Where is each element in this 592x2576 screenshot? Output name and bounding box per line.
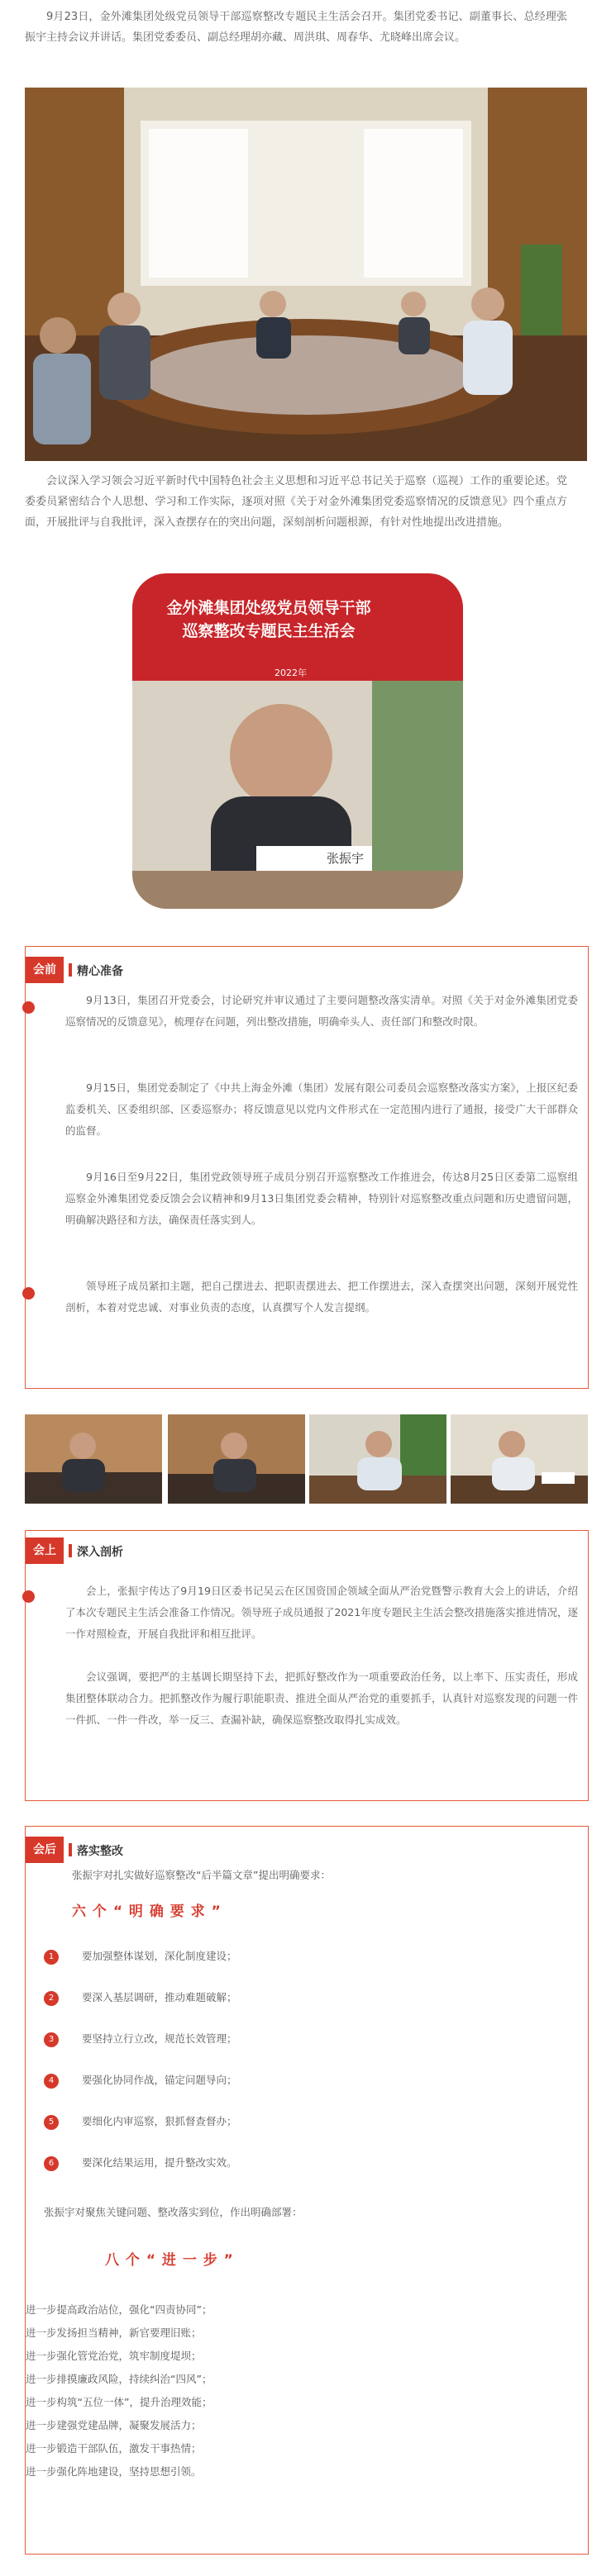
section-before-meeting (25, 946, 589, 1389)
bullet-dot (22, 1590, 35, 1603)
banner-title-line-1: 金外滩集团处级党员领导干部 (166, 599, 371, 617)
number-badge: 2 (44, 1991, 59, 2006)
eight-steps-heading: 八 个 “ 进 一 步 ” (105, 2252, 234, 2269)
step-item: 进一步强化管党治党，筑牢制度堤坝； (26, 2350, 202, 2362)
requirements-lead: 张振宇对扎实做好巡察整改“后半篇文章”提出明确要求： (72, 1869, 331, 1881)
number-badge: 6 (44, 2156, 59, 2171)
section-title: 精心准备 (77, 965, 123, 978)
number-badge: 3 (44, 2032, 59, 2047)
tag-divider (69, 963, 72, 977)
requirement-text: 要坚持立行立改，规范长效管理； (82, 2032, 237, 2045)
tag-divider (69, 1843, 72, 1856)
section-tag: 会上 (26, 1538, 64, 1564)
participant-photo-2 (168, 1414, 305, 1504)
banner-title (132, 596, 405, 643)
step-item: 进一步构筑“五位一体”，提升治理效能； (26, 2396, 212, 2408)
step-item: 进一步锻造干部队伍，激发干事热情； (26, 2442, 202, 2455)
step-item: 进一步提高政治站位，强化“四责协同”； (26, 2303, 212, 2316)
section-title: 落实整改 (77, 1845, 123, 1858)
requirement-text: 要细化内审巡察，狠抓督查督办； (82, 2115, 237, 2127)
section-during-meeting (25, 1530, 589, 1801)
before-paragraph-1: 9月13日，集团召开党委会，讨论研究并审议通过了主要问题整改落实清单。对照《关于对金外滩集团党委巡察情况的反馈意见》，梳理存在问题，列出整改措施，明确牵头人、责任部门和整改时限。 (65, 994, 578, 1028)
step-item: 进一步建强党建品牌，凝聚发展活力； (26, 2419, 202, 2431)
requirement-item (44, 1947, 237, 1965)
requirement-item (44, 2030, 237, 2048)
banner-date: 2022年 (275, 668, 307, 678)
meeting-photo (25, 88, 587, 461)
before-paragraph-2: 9月15日，集团党委制定了《中共上海金外滩（集团）发展有限公司委员会巡察整改落实方案》，上报区纪委监委机关、区委组织部、区委巡察办；将反馈意见以党内文件形式在一定范围内进行了通报，接受广大干部群众的监督。 (65, 1081, 578, 1137)
intro-paragraph-1: 9月23日，金外滩集团处级党员领导干部巡察整改专题民主生活会召开。集团党委书记、副董事长、总经理张振宇主持会议并讲话。集团党委委员、副总经理胡亦藏、周洪琪、周春华、尤晓峰出席会议。 (25, 11, 567, 44)
number-badge: 5 (44, 2115, 59, 2130)
bullet-dot (22, 1287, 35, 1300)
requirement-item (44, 1989, 237, 2007)
banner-title-line-2: 巡察整改专题民主生活会 (182, 622, 356, 640)
six-requirements-heading: 六 个 “ 明 确 要 求 ” (72, 1903, 222, 1920)
number-badge: 1 (44, 1950, 59, 1965)
section-tag: 会前 (26, 957, 64, 983)
requirement-text: 要深化结果运用，提升整改实效。 (82, 2156, 237, 2169)
intro-paragraph-2: 会议深入学习领会习近平新时代中国特色社会主义思想和习近平总书记关于巡察（巡视）工作的重要论述。党委委员紧密结合个人思想、学习和工作实际，逐项对照《关于对金外滩集团党委巡察情况的反馈意见》四个重点方面，开展批评与自我批评，深入查摆存在的突出问题，深刻剖析问题根源，有针对性地提出改进措施。 (25, 475, 567, 529)
step-item: 进一步排摸廉政风险，持续纠治“四风”； (26, 2373, 212, 2385)
section-after-meeting (25, 1826, 589, 2555)
requirement-text: 要加强整体谋划，深化制度建设； (82, 1950, 237, 1962)
during-paragraph-2: 会议强调，要把严的主基调长期坚持下去，把抓好整改作为一项重要政治任务，以上率下、压实责任，形成集团整体联动合力。把抓整改作为履行职能职责、推进全面从严治党的重要抓手，认真针对巡察发现的问题一件一件抓、一件一件改，举一反三、查漏补缺，确保巡察整改取得扎实成效。 (65, 1671, 578, 1726)
requirement-item (44, 2154, 237, 2172)
speaker-banner-photo (132, 573, 463, 909)
tag-divider (69, 1544, 72, 1557)
deployment-lead: 张振宇对聚焦关键问题、整改落实到位，作出明确部署： (44, 2206, 303, 2218)
participant-photo-3 (309, 1414, 446, 1504)
section-tag: 会后 (26, 1837, 64, 1863)
during-paragraph-1: 会上，张振宇传达了9月19日区委书记吴云在区国资国企领域全面从严治党暨警示教育大会上的讲话，介绍了本次专题民主生活会准备工作情况。领导班子成员通报了2021年度专题民主生活会整改措施落实推进情况，逐一作对照检查，开展自我批评和相互批评。 (65, 1585, 578, 1640)
participant-photo-4 (451, 1414, 588, 1504)
section-title: 深入剖析 (77, 1546, 123, 1559)
step-item: 进一步发扬担当精神，新官要理旧账； (26, 2326, 202, 2339)
before-paragraph-4: 领导班子成员紧扣主题，把自己摆进去、把职责摆进去、把工作摆进去，深入查摆突出问题，深刻开展党性剖析，本着对党忠诚、对事业负责的态度，认真撰写个人发言提纲。 (65, 1280, 578, 1314)
nameplate: 张振宇 (327, 851, 365, 866)
requirement-text: 要深入基层调研，推动难题破解； (82, 1991, 237, 2003)
requirement-item (44, 2113, 237, 2131)
bullet-dot (22, 1001, 35, 1014)
number-badge: 4 (44, 2074, 59, 2089)
participant-photo-1 (25, 1414, 162, 1504)
requirement-text: 要强化协同作战，锚定问题导向； (82, 2074, 237, 2086)
requirement-item (44, 2071, 237, 2089)
step-item: 进一步强化阵地建设，坚持思想引领。 (26, 2465, 202, 2478)
before-paragraph-3: 9月16日至9月22日，集团党政领导班子成员分别召开巡察整改工作推进会，传达8月25日区委第二巡察组巡察金外滩集团党委反馈会会议精神和9月13日集团党委会精神，特别针对巡察整改重点问题和历史遗留问题，明确解决路径和方法，确保责任落实到人。 (65, 1171, 578, 1226)
